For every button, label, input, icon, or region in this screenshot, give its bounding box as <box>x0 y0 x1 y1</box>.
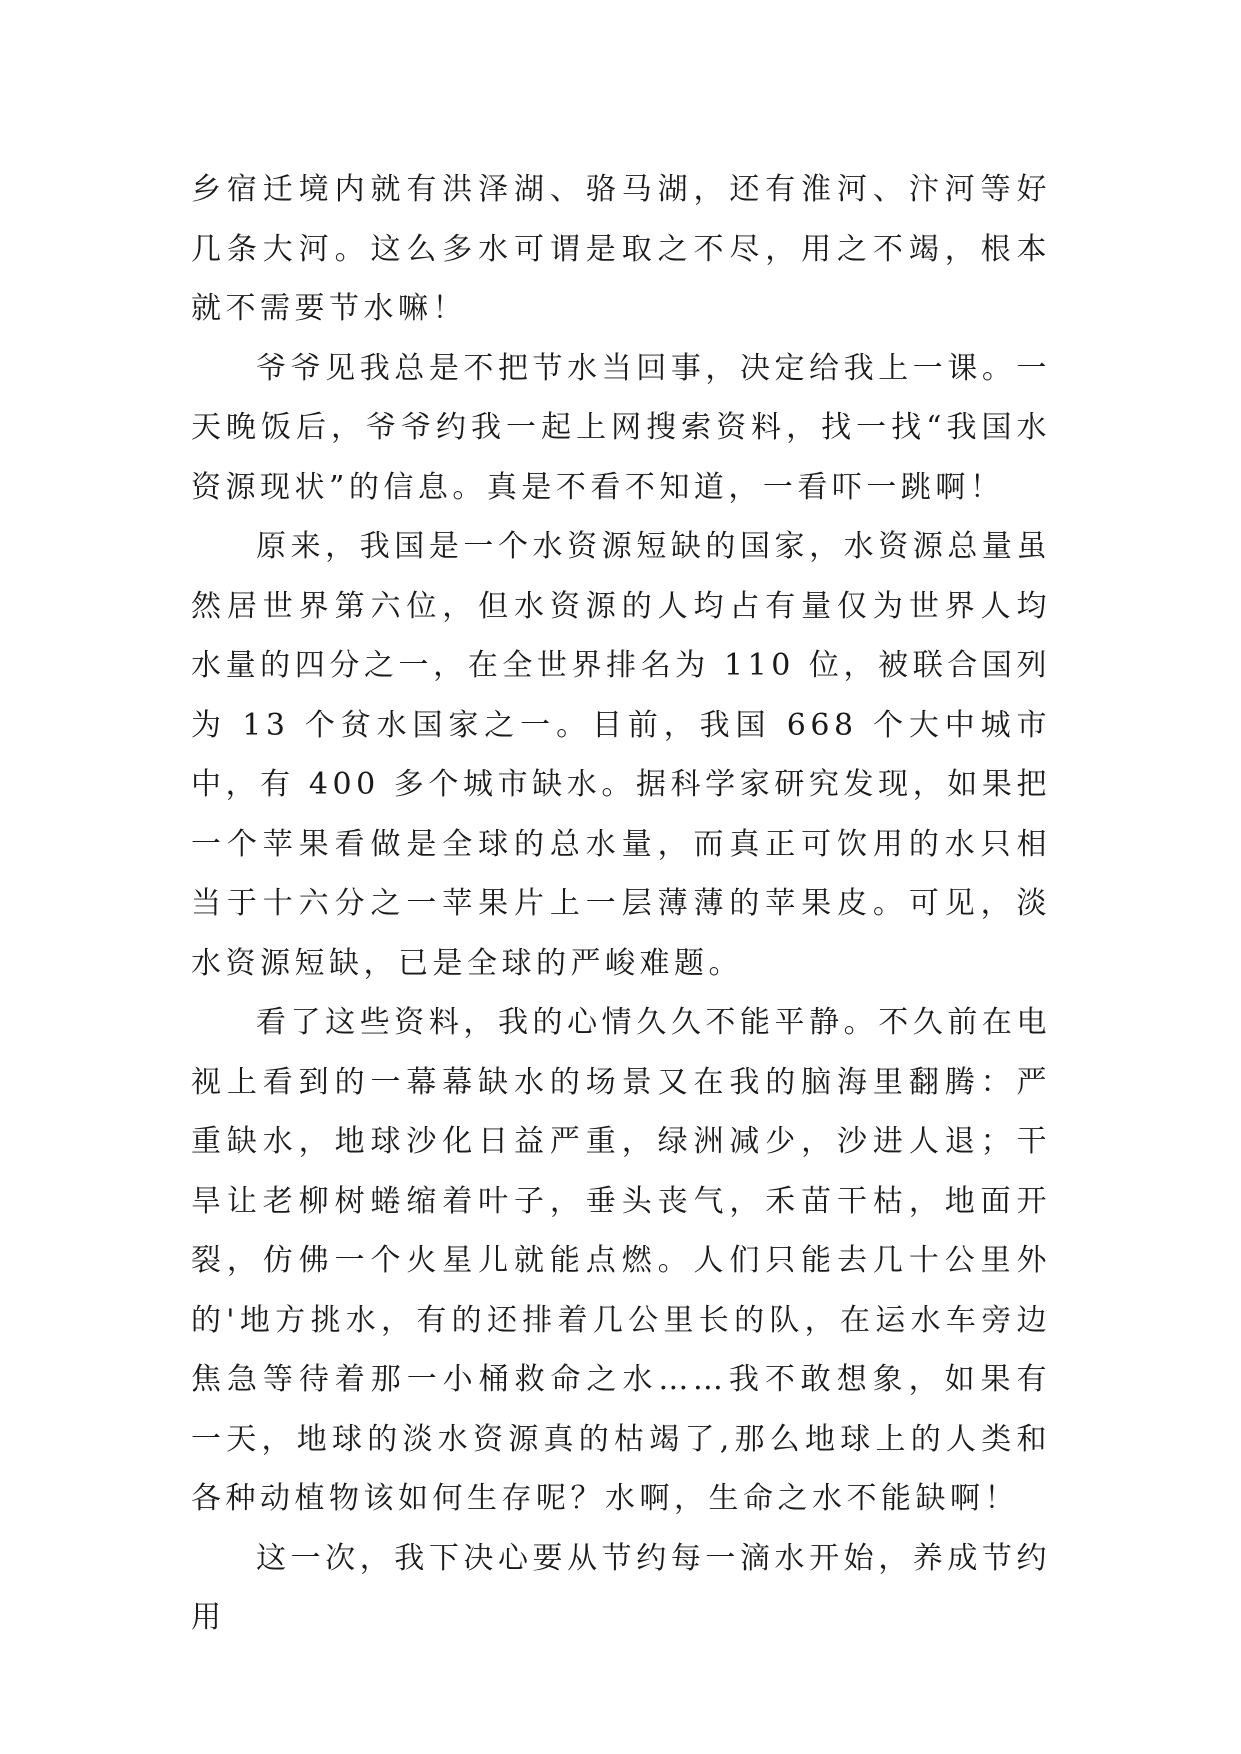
essay-body <box>191 160 1051 1648</box>
paragraph-resolution: 这一次，我下决心要从节约每一滴水开始，养成节约用 <box>191 1540 1051 1635</box>
paragraph-continuation: 乡宿迁境内就有洪泽湖、骆马湖，还有淮河、汴河等好几条大河。这么多水可谓是取之不尽，用之不竭，根本就不需要节水嘛！ <box>191 172 1051 326</box>
paragraph-water-facts: 原来，我国是一个水资源短缺的国家，水资源总量虽然居世界第六位，但水资源的人均占有量仅为世界人均水量的四分之一，在全世界排名为 110 位，被联合国列为 13 个贫水国家之一。目前，我国 668 个大中城市中，有 400 多个城市缺水。据科学家研究发现，如果把一个苹果看做是全球的总水量，而真正可饮用的水只相当于十六分之一苹果片上一层薄薄的苹果皮。可见，淡水资源短缺，已是全球的严峻难题。 <box>191 529 1051 981</box>
paragraph-reflection: 看了这些资料，我的心情久久不能平静。不久前在电视上看到的一幕幕缺水的场景又在我的脑海里翻腾：严重缺水，地球沙化日益严重，绿洲减少，沙进人退；干旱让老柳树蜷缩着叶子，垂头丧气，禾苗干枯，地面开裂，仿佛一个火星儿就能点燃。人们只能去几十公里外的'地方挑水，有的还排着几公里长的队，在运水车旁边焦急等待着那一小桶救命之水……我不敢想象，如果有一天，地球的淡水资源真的枯竭了,那么地球上的人类和各种动植物该如何生存呢？水啊，生命之水不能缺啊！ <box>191 1005 1051 1516</box>
paragraph-grandpa-lesson: 爷爷见我总是不把节水当回事，决定给我上一课。一天晚饭后，爷爷约我一起上网搜索资料，找一找“我国水资源现状”的信息。真是不看不知道，一看吓一跳啊！ <box>191 350 1051 505</box>
